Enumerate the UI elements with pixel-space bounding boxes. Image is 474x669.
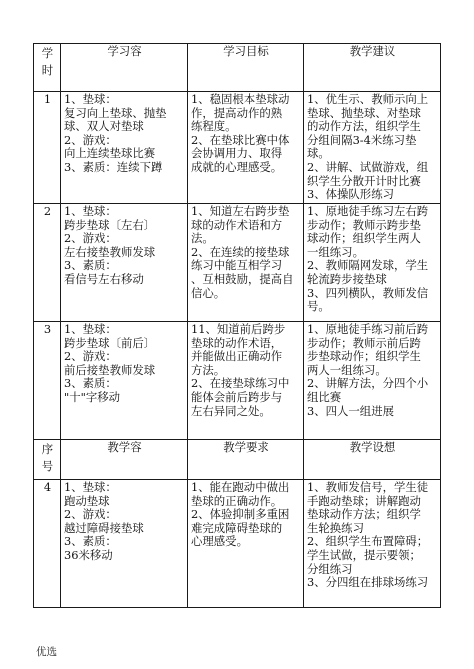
header-sequence-line1: 序 [41,442,54,456]
header-sequence [34,440,61,480]
header-period-line2: 时 [41,63,54,77]
row-goal-text: 1、能在跑动中做出 垫球的正确动作。 2、体验抑制多重困 难完成障碍垫球的 心理感受。 [191,480,290,549]
header-period-line1: 学 [41,46,54,60]
row-goal-text: 1、稳固根本垫球动 作，提高动作的熟 练程度。 2、在垫球比赛中体 会协调用力、取得 成就的心理感受。 [191,92,290,174]
table-header-row-2 [34,440,441,480]
footer-note: 优选 [36,646,57,658]
row-content [61,204,188,322]
row-number: 3 [34,322,61,440]
table-row [34,204,441,322]
table-row [34,480,441,608]
row-content [61,480,188,608]
row-content-text: 1、垫球： 跨步垫球〔前后〕 2、游戏： 前后接垫教师发球 3、素质： "十"字移动 [64,322,156,404]
row-goal [188,322,304,440]
row-advice [304,92,441,204]
table-row [34,322,441,440]
row-goal [188,92,304,204]
row-content [61,92,188,204]
row-advice [304,204,441,322]
row-advice [304,480,441,608]
row-goal [188,480,304,608]
row-advice-text: 1、优生示、教师示向上 垫球、抛垫球、对垫球 的动作方法，组织学生 分组间隔3-4米练习垫 球。 2、讲解、试做游戏，组 织学生分散开计时比赛 3、体操队形练习 [307,92,429,202]
row-goal-text: 11、知道前后跨步 垫球的动作术语， 并能做出正确动作 方法。 2、在接垫球练习中 能体会前后跨步与 左右异同之处。 [191,322,290,418]
row-advice-text: 1、教师发信号，学生徒 手跑动垫球；讲解跑动 垫球动作方法；组织学 生轮换练习 2、组织学生布置障碍； 学生试做，提示要领； 分组练习 3、分四组在排球场练习 [307,480,429,590]
row-number: 1 [34,92,61,204]
header-period [34,44,61,92]
header-advice: 教学建议 [304,44,441,92]
row-goal [188,204,304,322]
table-row [34,92,441,204]
header-teaching-ideas: 教学设想 [304,440,441,480]
row-advice-text: 1、原地徒手练习前后跨 步动作；教师示前后跨 步垫球动作；组织学生 两人一组练习。 2、讲解方法，分四个小 组比赛 3、四人一组进展 [307,322,429,418]
header-goal: 学习目标 [188,44,304,92]
row-number: 4 [34,480,61,608]
row-goal-text: 1、知道左右跨步垫 球的动作术语和方 法。 2、在连续的接垫球 练习中能互相学习 、互相鼓励，提高自 信心。 [191,204,294,300]
header-content: 学习容 [61,44,188,92]
table-header-row [34,44,441,92]
header-teaching-content: 教学容 [61,440,188,480]
row-advice-text: 1、原地徒手练习左右跨 步动作；教师示跨步垫 球动作；组织学生两人 一组练习。 2、教师隔网发球，学生 轮流跨步接垫球 3、四列横队，教师发信 号。 [307,204,429,314]
row-number: 2 [34,204,61,322]
row-content-text: 1、垫球： 跨步垫球〔左右〕 2、游戏： 左右接垫教师发球 3、素质： 看信号左右移动 [64,204,156,286]
row-advice [304,322,441,440]
header-sequence-line2: 号 [41,459,54,473]
row-content-text: 1、垫球： 复习向上垫球、抛垫 球、双人对垫球 2、游戏： 向上连续垫球比赛 3、素质：连续下蹲 [64,92,167,174]
lesson-plan-table [33,43,441,608]
row-content [61,322,188,440]
header-teaching-requirements: 教学要求 [188,440,304,480]
row-content-text: 1、垫球： 跑动垫球 2、游戏： 越过障碍接垫球 3、素质： 36米移动 [64,480,144,562]
